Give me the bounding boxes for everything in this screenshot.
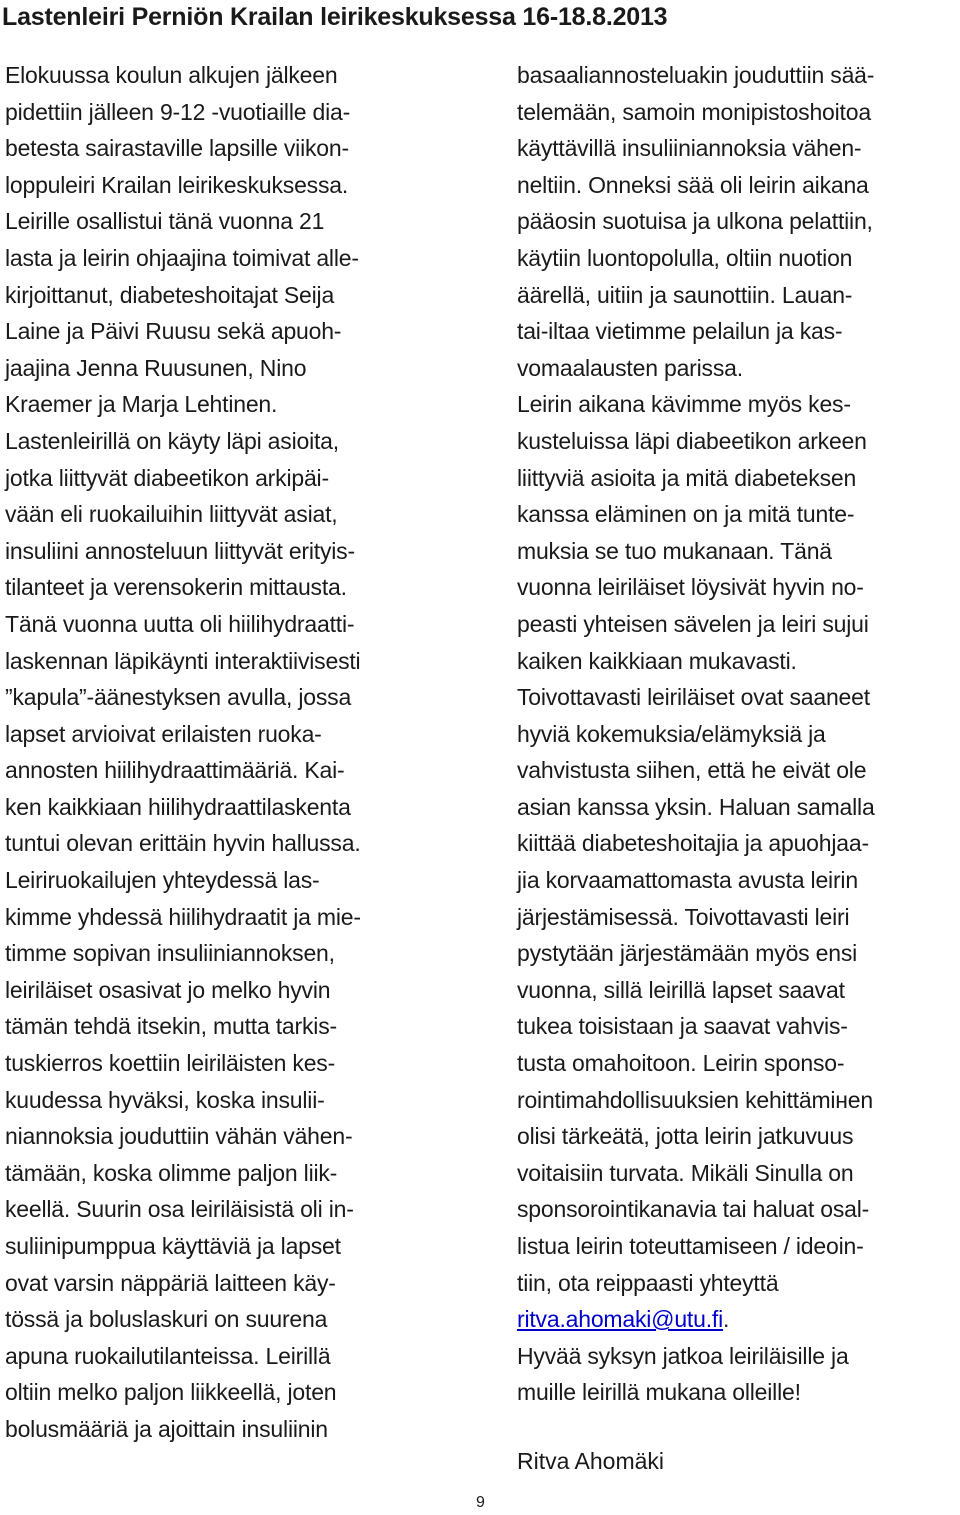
text-line: annosten hiilihydraattimääriä. Kai-: [5, 757, 345, 784]
page-number: 9: [476, 1494, 485, 1511]
text-line: pääosin suotuisa ja ulkona pelattiin,: [517, 208, 873, 235]
text-line: muksia se tuo mukanaan. Tänä: [517, 537, 832, 564]
text-line: kanssa eläminen on ja mitä tunte-: [517, 501, 855, 528]
text-line: neltiin. Onneksi sää oli leirin aikana: [517, 171, 869, 198]
text-line: timme sopivan insuliiniannoksen,: [5, 940, 335, 967]
text-line: Tänä vuonna uutta oli hiilihydraatti-: [5, 610, 355, 637]
text-line: vuonna leiriläiset löysivät hyvin no-: [517, 574, 864, 601]
text-line: telemään, samoin monipistoshoitoa: [517, 98, 871, 125]
closing-line: muille leirillä mukana olleille!: [517, 1379, 801, 1406]
text-line: sponsorointikanavia tai haluat osal-: [517, 1196, 870, 1223]
text-line: lasta ja leirin ohjaajina toimivat alle-: [5, 244, 359, 271]
text-line: kirjoittanut, diabeteshoitajat Seija: [5, 281, 335, 308]
text-line: pidettiin jälleen 9-12 -vuotiaille dia-: [5, 98, 351, 125]
text-line: käyttävillä insuliiniannoksia vähen-: [517, 135, 862, 162]
text-line: Kraemer ja Marja Lehtinen.: [5, 391, 278, 418]
text-line: tuntui olevan erittäin hyvin hallussa.: [5, 830, 361, 857]
article-title: Lastenleiri Perniön Krailan leirikeskuksessa 16-18.8.2013: [2, 3, 668, 31]
left-text-column: [5, 57, 455, 1448]
text-line: lapset arvioivat erilaisten ruoka-: [5, 720, 322, 747]
text-line: Toivottavasti leiriläiset ovat saaneet: [517, 684, 870, 711]
text-line: ken kaikkiaan hiilihydraattilaskenta: [5, 793, 351, 820]
email-link[interactable]: ritva.ahomaki@utu.fi: [517, 1306, 723, 1333]
text-line: vään eli ruokailuihin liittyvät asiat,: [5, 501, 338, 528]
text-line: tai-iltaa vietimme pelailun ja kas-: [517, 318, 843, 345]
text-line: äärellä, uitiin ja saunottiin. Lauan-: [517, 281, 853, 308]
text-line: leiriläiset osasivat jo melko hyvin: [5, 976, 331, 1003]
text-line: apuna ruokailutilanteissa. Leirillä: [5, 1342, 331, 1369]
text-line: listua leirin toteuttamiseen / ideoin-: [517, 1233, 864, 1259]
text-line: insuliini annosteluun liittyvät erityis-: [5, 537, 355, 564]
email-suffix: .: [723, 1306, 730, 1333]
text-line: kiittää diabeteshoitajia ja apuohjaa-: [517, 830, 869, 857]
text-line: kusteluissa läpi diabeetikon arkeen: [517, 427, 867, 454]
text-line: Leirille osallistui tänä vuonna 21: [5, 208, 325, 235]
text-line: tusta omahoitoon. Leirin sponso-: [517, 1050, 845, 1077]
text-line: vuonna, sillä leirillä lapset saavat: [517, 976, 845, 1003]
text-line: loppuleiri Krailan leirikeskuksessa.: [5, 171, 349, 198]
right-text-column: [517, 57, 960, 1411]
author-signature: Ritva Ahomäki: [517, 1448, 665, 1474]
text-line: liittyviä asioita ja mitä diabeteksen: [517, 464, 857, 491]
text-line: ”kapula”-äänestyksen avulla, jossa: [5, 684, 352, 711]
text-line: niannoksia jouduttiin vähän vähen-: [5, 1123, 353, 1150]
text-line: betesta sairastaville lapsille viikon-: [5, 135, 349, 162]
text-line: tiin, ota reippaasti yhteyttä: [517, 1269, 779, 1296]
text-line: peasti yhteisen sävelen ja leiri sujui: [517, 610, 869, 637]
text-line: kuudessa hyväksi, koska insulii-: [5, 1086, 325, 1113]
text-line: olisi tärkeätä, jotta leirin jatkuvuus: [517, 1123, 854, 1150]
text-line: asian kanssa yksin. Haluan samalla: [517, 793, 875, 820]
text-line: tössä ja boluslaskuri on suurena: [5, 1306, 328, 1333]
text-line: Leiriruokailujen yhteydessä las-: [5, 867, 320, 894]
text-line: jaajina Jenna Ruusunen, Nino: [5, 354, 307, 381]
text-line: rointimahdollisuuksien kehittämінen: [517, 1086, 873, 1113]
text-line: suliinipumppua käyttäviä ja lapset: [5, 1233, 341, 1259]
text-line: bolusmääriä ja ajoittain insuliinin: [5, 1415, 328, 1442]
text-line: tilanteet ja verensokerin mittausta.: [5, 574, 347, 601]
text-line: laskennan läpikäynti interaktiivisesti: [5, 647, 361, 674]
text-line: jotka liittyvät diabeetikon arkipäi-: [5, 464, 329, 491]
text-line: voitaisiin turvata. Mikäli Sinulla on: [517, 1159, 854, 1186]
text-line: hyviä kokemuksia/elämyksiä ja: [517, 720, 826, 747]
text-line: keellä. Suurin osa leiriläisistä oli in-: [5, 1196, 354, 1223]
text-line: oltiin melko paljon liikkeellä, joten: [5, 1379, 337, 1406]
text-line: vahvistusta siihen, että he eivät ole: [517, 757, 867, 784]
text-line: kaiken kaikkiaan mukavasti.: [517, 647, 797, 674]
text-line: pystytään järjestämään myös ensi: [517, 940, 858, 967]
text-line: Elokuussa koulun alkujen jälkeen: [5, 62, 338, 88]
right-text-body: [517, 57, 960, 1301]
text-line: jia korvaamattomasta avusta leirin: [517, 867, 858, 894]
closing-line: Hyvää syksyn jatkoa leiriläisille ja: [517, 1342, 849, 1369]
email-line: [517, 1301, 960, 1338]
text-line: Leirin aikana kävimme myös kes-: [517, 391, 851, 418]
text-line: ovat varsin näppäriä laitteen käy-: [5, 1269, 336, 1296]
text-line: Lastenleirillä on käyty läpi asioita,: [5, 427, 339, 454]
text-line: tuskierros koettiin leiriläisten kes-: [5, 1050, 336, 1077]
text-line: basaaliannosteluakin jouduttiin sää-: [517, 62, 875, 88]
text-line: kimme yhdessä hiilihydraatit ja mie-: [5, 903, 361, 930]
text-line: vomaalausten parissa.: [517, 354, 743, 381]
text-line: tukea toisistaan ja saavat vahvis-: [517, 1013, 848, 1040]
text-line: järjestämisessä. Toivottavasti leiri: [517, 903, 850, 930]
text-line: Laine ja Päivi Ruusu sekä apuoh-: [5, 318, 342, 345]
text-line: tämän tehdä itsekin, mutta tarkis-: [5, 1013, 337, 1040]
text-line: tämään, koska olimme paljon liik-: [5, 1159, 338, 1186]
text-line: käytiin luontopolulla, oltiin nuotion: [517, 244, 853, 271]
